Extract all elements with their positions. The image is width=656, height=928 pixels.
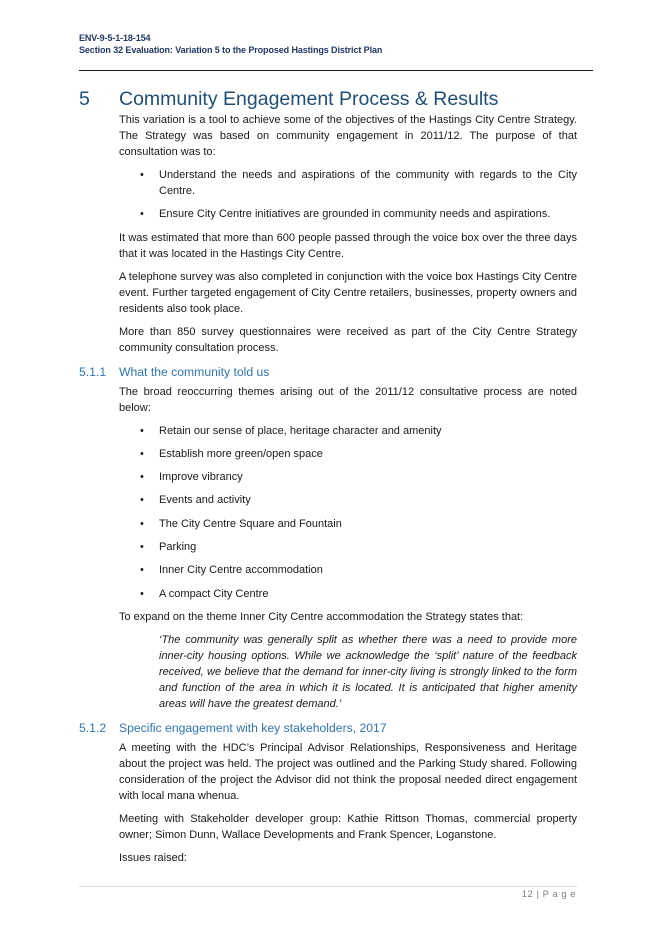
list-item: • Inner City Centre accommodation	[119, 562, 577, 578]
header-divider	[79, 70, 593, 71]
consultation-purpose-list	[119, 167, 577, 222]
section-5-1-2-title: Specific engagement with key stakeholders, 2017	[119, 720, 387, 735]
list-item: • Ensure City Centre initiatives are grounded in community needs and aspirations.	[119, 206, 577, 222]
list-item: • Establish more green/open space	[119, 446, 577, 462]
page-content	[79, 86, 577, 873]
list-item: • Retain our sense of place, heritage character and amenity	[119, 423, 577, 439]
section-5-para-4: More than 850 survey questionnaires were received as part of the City Centre Strategy community consultation process.	[119, 325, 577, 354]
section-5-title: Community Engagement Process & Results	[119, 88, 499, 110]
list-item: • Improve vibrancy	[119, 469, 577, 485]
footer-divider	[79, 886, 577, 887]
list-item: • A compact City Centre	[119, 586, 577, 602]
section-5-1-1-title: What the community told us	[119, 364, 270, 379]
issues-raised-label: Issues raised:	[119, 851, 187, 864]
section-5-1-2-number: 5.1.2	[79, 720, 107, 735]
themes-intro: The broad reoccurring themes arising out of the 2011/12 consultative process are noted below:	[119, 385, 577, 414]
list-item: • Parking	[119, 539, 577, 555]
section-5-1-2-heading	[79, 720, 577, 736]
section-5-para-1: This variation is a tool to achieve some of the objectives of the Hastings City Centre Strategy. The Strategy was based on community engagement in 2011/12. The purpose of that consultation was to:	[119, 114, 577, 158]
themes-list	[119, 423, 577, 602]
list-item: • Understand the needs and aspirations of the community with regards to the City Centre.	[119, 167, 577, 199]
list-item: • The City Centre Square and Fountain	[119, 516, 577, 532]
section-5-1-1-heading	[79, 364, 577, 380]
expand-paragraph: To expand on the theme Inner City Centre accommodation the Strategy states that:	[119, 610, 524, 623]
section-5-1-2-body	[119, 740, 577, 866]
page-number: 12 | P a g e	[521, 889, 576, 900]
section-5-heading	[79, 86, 577, 112]
section-5-1-2-para-1: A meeting with the HDC’s Principal Advisor Relationships, Responsiveness and Heritage about the project was held. The project was outlined and the Parking Study shared. Following consideration of the project the Advisor did not think the proposal needed direct engagement with local mana whenua.	[119, 741, 577, 802]
section-5-para-3: A telephone survey was also completed in conjunction with the voice box Hastings City Centre event. Further targeted engagement of City Centre retailers, businesses, property owners and residents also took place.	[119, 270, 577, 315]
section-5-1-1-body	[119, 384, 577, 712]
header-doc-title: Section 32 Evaluation: Variation 5 to the Proposed Hastings District Plan	[79, 44, 383, 55]
section-5-1-1-number: 5.1.1	[79, 364, 107, 379]
section-5-para-2: It was estimated that more than 600 people passed through the voice box over the three days that it was located in the Hastings City Centre.	[119, 231, 577, 260]
page-header	[79, 33, 593, 56]
section-5-number: 5	[79, 88, 90, 110]
section-5-body	[119, 112, 577, 356]
section-5-1-2-para-2: Meeting with Stakeholder developer group: Kathie Rittson Thomas, commercial property owner; Simon Dunn, Wallace Developments and Frank Spencer, Loganstone.	[119, 812, 577, 841]
strategy-quote: ‘The community was generally split as whether there was a need to provide more inner-city housing options. While we acknowledge the ‘split’ nature of the feedback received, we believe that the demand for inner-city living is strongly linked to the form and function of the area in which it is located. It is anticipated that higher amenity areas will have the greatest demand.’	[159, 633, 577, 710]
header-doc-id: ENV-9-5-1-18-154	[79, 33, 151, 43]
list-item: • Events and activity	[119, 492, 577, 508]
